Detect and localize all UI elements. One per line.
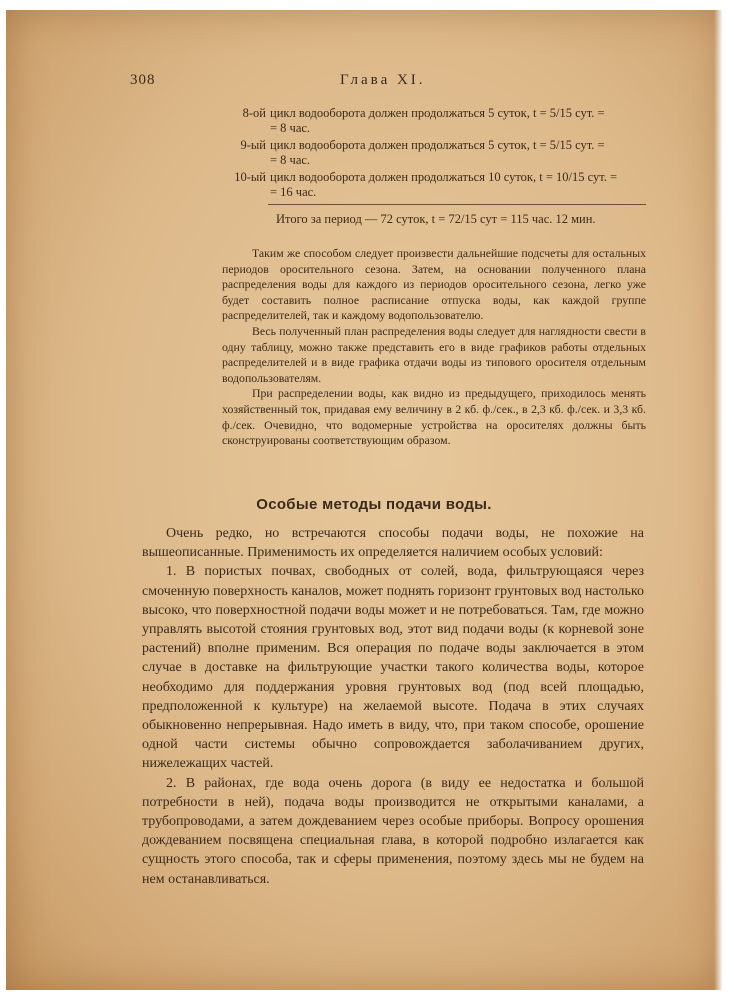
cycle-number: 10-ый <box>234 170 266 184</box>
paragraph: 1. В пористых почвах, свободных от солей, вода, фильтрующаяся через смоченную поверхность каналов, может поднять горизонт грунтовых вод настолько высоко, что поверхностной подачи воды может и не потребоваться. Там, где можно управлять высотой стояния грунтовых вод, этот вид подачи воды (к корневой зоне растений) вполне применим. Вся операция по подаче воды заключается в этом случае в доставке на фильтрующие участки такого количества воды, которое необходимо для поддержания уровня грунтовых вод (под всей площадью, предположенной к культуре) на желаемой высоте. Подача в этих случаях обыкновенно непрерывная. Надо иметь в виду, что, при таком способе, орошение одной части системы обычно сопровождается заболачиванием других, нижележащих частей. <box>142 564 644 772</box>
total-divider <box>268 204 646 205</box>
cycle-list <box>222 106 646 202</box>
cycle-number: 9-ый <box>240 138 266 152</box>
page-header <box>130 72 634 94</box>
cycle-text: цикл водооборота должен продолжаться 5 суток, t = 5/15 сут. = <box>270 106 605 120</box>
cycle-result: = 16 час. <box>270 185 317 199</box>
main-text-section <box>142 524 644 889</box>
cycle-item <box>222 170 646 200</box>
cycle-result: = 8 час. <box>270 121 311 135</box>
paragraph: 2. В районах, где вода очень дорога (в виду ее недостатка и большой потребности в ней), подача воды производится не открытыми каналами, а трубопроводами, а затем дождеванием через особые приборы. Вопросу орошения дождеванием посвящена специальная глава, в которой подробно излагается как сущность этого способа, так и сферы применения, поэтому здесь мы не будем на нем останавливаться. <box>142 775 644 887</box>
book-page <box>6 10 722 990</box>
paragraph: Очень редко, но встречаются способы подачи воды, не похожие на вышеописанные. Применимость их определяется наличием особых условий: <box>142 526 644 561</box>
page-number: 308 <box>130 72 156 88</box>
cycle-item <box>222 138 646 168</box>
cycle-item <box>222 106 646 136</box>
chapter-title: Глава XI. <box>340 72 426 88</box>
paragraph: Весь полученный план распределения воды следует для наглядности свести в одну таблицу, можно также представить его в виде графиков работы отдельных распределителей и в виде графика отдачи воды из типового оросителя отдельным водопользователям. <box>222 323 646 385</box>
cycle-number: 8-ой <box>242 106 266 120</box>
paragraph: Таким же способом следует произвести дальнейшие подсчеты для остальных периодов оросительного сезона. Затем, на основании полученного плана распределения воды для каждого из периодов оросительного сезона, легко уже будет составить полное расписание отпуска воды, как каждой группе распределителей, так и каждому водопользователю. <box>222 246 646 323</box>
paragraph: При распределении воды, как видно из предыдущего, приходилось менять хозяйственный ток, придавая ему величину в 2 кб. ф./сек., в 2,3 кб. ф./сек. и 3,3 кб. ф./сек. Очевидно, что водомерные устройства на оросителях должны быть сконструированы соответствующим образом. <box>222 386 646 448</box>
cycle-result: = 8 час. <box>270 153 311 167</box>
small-print-section <box>222 246 646 449</box>
cycle-text: цикл водооборота должен продолжаться 5 суток, t = 5/15 сут. = <box>270 138 605 152</box>
period-total: Итого за период — 72 суток, t = 72/15 сут = 115 час. 12 мин. <box>276 212 596 226</box>
section-heading: Особые методы подачи воды. <box>256 496 492 513</box>
cycle-text: цикл водооборота должен продолжаться 10 суток, t = 10/15 сут. = <box>270 170 618 184</box>
